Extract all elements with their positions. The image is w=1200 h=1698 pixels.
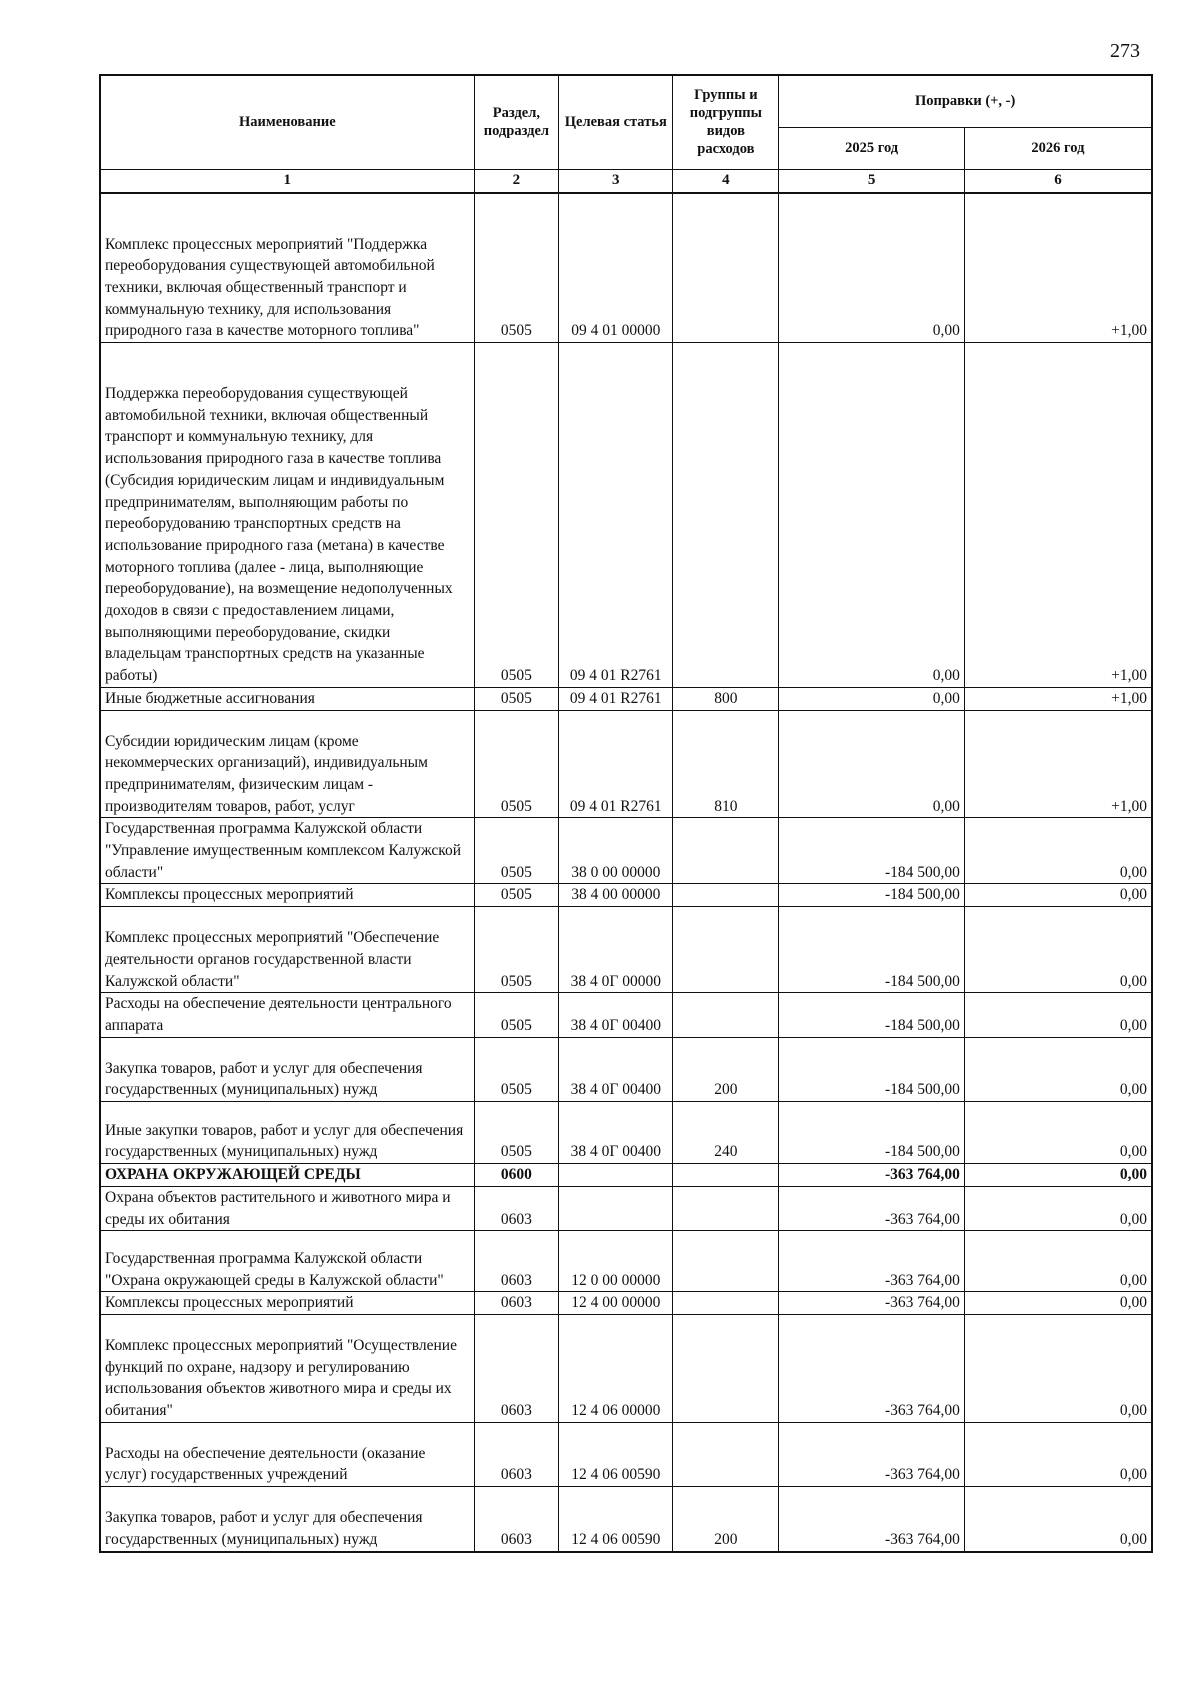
row-section: 0603	[474, 1231, 559, 1292]
row-group	[673, 1164, 779, 1187]
row-name: Расходы на обеспечение деятельности центрального аппарата	[100, 993, 474, 1037]
row-group	[673, 907, 779, 993]
row-section: 0505	[474, 818, 559, 884]
row-group: 800	[673, 687, 779, 710]
table-row	[100, 818, 1152, 884]
row-amount-2026: +1,00	[964, 687, 1152, 710]
row-name: Комплекс процессных мероприятий "Обеспечение деятельности органов государственной власти Калужской области"	[100, 907, 474, 993]
header-groups: Группы и подгруппы видов расходов	[673, 75, 779, 169]
row-group	[673, 1422, 779, 1486]
row-name: Комплексы процессных мероприятий	[100, 884, 474, 907]
row-amount-2026: 0,00	[964, 884, 1152, 907]
column-index: 6	[964, 169, 1152, 193]
row-group: 240	[673, 1102, 779, 1164]
row-group	[673, 1314, 779, 1422]
row-amount-2025: -184 500,00	[779, 1102, 965, 1164]
table-row	[100, 1292, 1152, 1315]
row-target: 38 4 0Г 00000	[559, 907, 673, 993]
table-row	[100, 343, 1152, 688]
row-amount-2026: 0,00	[964, 1231, 1152, 1292]
row-name: ОХРАНА ОКРУЖАЮЩЕЙ СРЕДЫ	[100, 1164, 474, 1187]
row-name: Комплекс процессных мероприятий "Поддержка переоборудования существующей автомобильной техники, включая общественный транспорт и коммунальную технику, для использования природного газа в качестве моторного топлива"	[100, 193, 474, 343]
table-row	[100, 1186, 1152, 1230]
row-section: 0603	[474, 1186, 559, 1230]
row-name: Поддержка переоборудования существующей автомобильной техники, включая общественный транспорт и коммунальную технику, для использования природного газа в качестве топлива (Субсидия юридическим лицам и индивидуальным предпринимателям, выполняющим работы по переоборудованию транспортных средств на использование природного газа (метана) в качестве моторного топлива (далее - лица, выполняющие переоборудование), на возмещение недополученных доходов в связи с предоставлением лицами, выполняющими переоборудование, скидки владельцам транспортных средств на указанные работы)	[100, 343, 474, 688]
row-target: 38 4 0Г 00400	[559, 993, 673, 1037]
header-name: Наименование	[100, 75, 474, 169]
table-row	[100, 1314, 1152, 1422]
budget-amendments-table	[99, 74, 1153, 1553]
row-amount-2025: -363 764,00	[779, 1487, 965, 1552]
row-amount-2025: -363 764,00	[779, 1314, 965, 1422]
row-target: 38 0 00 00000	[559, 818, 673, 884]
row-amount-2026: 0,00	[964, 907, 1152, 993]
row-amount-2026: 0,00	[964, 1102, 1152, 1164]
row-amount-2026: 0,00	[964, 1186, 1152, 1230]
row-name: Расходы на обеспечение деятельности (оказание услуг) государственных учреждений	[100, 1422, 474, 1486]
row-section: 0505	[474, 1102, 559, 1164]
row-target	[559, 1164, 673, 1187]
row-section: 0505	[474, 993, 559, 1037]
row-section: 0603	[474, 1292, 559, 1315]
table-row	[100, 884, 1152, 907]
row-amount-2026: 0,00	[964, 1292, 1152, 1315]
row-group	[673, 1231, 779, 1292]
row-name: Закупка товаров, работ и услуг для обеспечения государственных (муниципальных) нужд	[100, 1037, 474, 1101]
row-section: 0505	[474, 193, 559, 343]
row-group	[673, 993, 779, 1037]
row-name: Комплексы процессных мероприятий	[100, 1292, 474, 1315]
column-index: 3	[559, 169, 673, 193]
row-section: 0600	[474, 1164, 559, 1187]
row-target: 38 4 00 00000	[559, 884, 673, 907]
table-header	[100, 75, 1152, 193]
row-target: 38 4 0Г 00400	[559, 1102, 673, 1164]
row-name: Иные бюджетные ассигнования	[100, 687, 474, 710]
row-section: 0603	[474, 1422, 559, 1486]
row-group: 200	[673, 1487, 779, 1552]
table-row	[100, 1231, 1152, 1292]
column-index: 1	[100, 169, 474, 193]
row-amount-2025: 0,00	[779, 687, 965, 710]
row-amount-2026: 0,00	[964, 818, 1152, 884]
table-row	[100, 1037, 1152, 1101]
column-index-row	[100, 169, 1152, 193]
row-amount-2025: -363 764,00	[779, 1422, 965, 1486]
row-target: 09 4 01 R2761	[559, 343, 673, 688]
row-amount-2026: 0,00	[964, 1314, 1152, 1422]
page-number: 273	[1110, 40, 1140, 62]
row-amount-2025: -184 500,00	[779, 884, 965, 907]
row-name: Государственная программа Калужской области "Охрана окружающей среды в Калужской области"	[100, 1231, 474, 1292]
table-row	[100, 1102, 1152, 1164]
row-target: 38 4 0Г 00400	[559, 1037, 673, 1101]
row-amount-2025: -363 764,00	[779, 1186, 965, 1230]
row-target: 12 4 06 00590	[559, 1487, 673, 1552]
row-group	[673, 818, 779, 884]
header-amendments: Поправки (+, -)	[779, 75, 1152, 127]
header-year-2026: 2026 год	[964, 127, 1152, 169]
row-amount-2026: 0,00	[964, 1164, 1152, 1187]
header-year-2025: 2025 год	[779, 127, 965, 169]
row-target: 09 4 01 R2761	[559, 710, 673, 818]
table-row	[100, 710, 1152, 818]
row-amount-2025: 0,00	[779, 710, 965, 818]
row-amount-2025: -363 764,00	[779, 1164, 965, 1187]
column-index: 4	[673, 169, 779, 193]
row-amount-2025: -363 764,00	[779, 1231, 965, 1292]
column-index: 5	[779, 169, 965, 193]
row-section: 0505	[474, 1037, 559, 1101]
row-amount-2025: -184 500,00	[779, 907, 965, 993]
row-amount-2025: 0,00	[779, 193, 965, 343]
table-row	[100, 1487, 1152, 1552]
table-row	[100, 193, 1152, 343]
row-group	[673, 343, 779, 688]
row-target: 12 4 06 00000	[559, 1314, 673, 1422]
row-amount-2026: +1,00	[964, 343, 1152, 688]
row-section: 0505	[474, 710, 559, 818]
row-target	[559, 1186, 673, 1230]
row-section: 0505	[474, 884, 559, 907]
row-amount-2026: +1,00	[964, 710, 1152, 818]
row-group	[673, 1292, 779, 1315]
header-section: Раздел, подраздел	[474, 75, 559, 169]
row-section: 0505	[474, 907, 559, 993]
row-amount-2025: -184 500,00	[779, 993, 965, 1037]
row-target: 09 4 01 R2761	[559, 687, 673, 710]
row-section: 0603	[474, 1487, 559, 1552]
row-target: 12 4 00 00000	[559, 1292, 673, 1315]
row-target: 12 0 00 00000	[559, 1231, 673, 1292]
row-amount-2025: -184 500,00	[779, 818, 965, 884]
row-amount-2026: 0,00	[964, 1422, 1152, 1486]
row-group	[673, 193, 779, 343]
row-amount-2026: +1,00	[964, 193, 1152, 343]
row-amount-2025: -184 500,00	[779, 1037, 965, 1101]
table-row	[100, 907, 1152, 993]
table-row	[100, 1164, 1152, 1187]
table-row	[100, 687, 1152, 710]
row-target: 09 4 01 00000	[559, 193, 673, 343]
row-name: Государственная программа Калужской области "Управление имущественным комплексом Калужской области"	[100, 818, 474, 884]
row-group	[673, 884, 779, 907]
row-name: Закупка товаров, работ и услуг для обеспечения государственных (муниципальных) нужд	[100, 1487, 474, 1552]
row-section: 0505	[474, 343, 559, 688]
row-amount-2025: -363 764,00	[779, 1292, 965, 1315]
table-row	[100, 1422, 1152, 1486]
header-target: Целевая статья	[559, 75, 673, 169]
row-amount-2026: 0,00	[964, 993, 1152, 1037]
row-amount-2026: 0,00	[964, 1037, 1152, 1101]
row-name: Субсидии юридическим лицам (кроме некоммерческих организаций), индивидуальным предпринимателям, физическим лицам - производителям товаров, работ, услуг	[100, 710, 474, 818]
row-amount-2026: 0,00	[964, 1487, 1152, 1552]
row-name: Иные закупки товаров, работ и услуг для обеспечения государственных (муниципальных) нужд	[100, 1102, 474, 1164]
row-name: Комплекс процессных мероприятий "Осуществление функций по охране, надзору и регулированию использования объектов животного мира и среды их обитания"	[100, 1314, 474, 1422]
row-amount-2025: 0,00	[779, 343, 965, 688]
row-name: Охрана объектов растительного и животного мира и среды их обитания	[100, 1186, 474, 1230]
row-target: 12 4 06 00590	[559, 1422, 673, 1486]
row-section: 0505	[474, 687, 559, 710]
table-row	[100, 993, 1152, 1037]
row-group: 810	[673, 710, 779, 818]
column-index: 2	[474, 169, 559, 193]
table-body	[100, 193, 1152, 1552]
row-group: 200	[673, 1037, 779, 1101]
row-group	[673, 1186, 779, 1230]
row-section: 0603	[474, 1314, 559, 1422]
